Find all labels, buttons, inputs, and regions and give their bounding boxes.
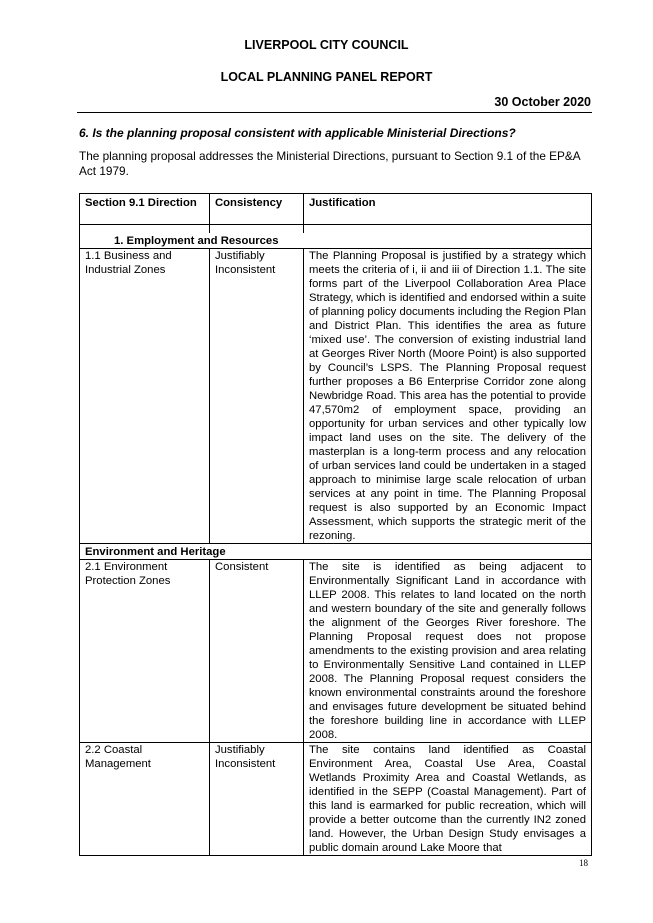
justification-cell: The Planning Proposal is justified by a strategy which meets the criteria of i, ii and iii of Direction 1.1. The site forms part of the Liverpool Collaboration Area Place Strategy, which is identified and endorsed within a suite of planning policy documents including the Region Plan and District Plan. This identifies the area as future ‘mixed use’. The conversion of existing industrial land at Georges River North (Moore Point) is also supported by Council’s LSPS. The Planning Proposal request further proposes a B6 Enterprise Corridor zone along Newbridge Road. This area has the potential to provide 47,570m2 of employment space, providing an opportunity for urban services and other typically low impact land uses on the site. The delivery of the masterplan is a long-term process and any relocation of urban services land could be undertaken in a staged approach to minimise large scale relocation of urban services at any point in time. The Planning Proposal request is also supported by an Economic Impact Assessment, which supports the strategic merit of the rezoning. [304, 249, 592, 544]
justification-cell: The site is identified as being adjacent to Environmentally Significant Land in accordance with LLEP 2008. This relates to land located on the north and western boundary of the site and generally follows the alignment of the Georges River foreshore. The Planning Proposal request does not propose amendments to the existing provision and area relating to Environmentally Sensitive Land contained in LLEP 2008. The Planning Proposal request considers the known environmental constraints around the foreshore and envisages future development be situated behind the foreshore building line in accordance with LLEP 2008. [304, 560, 592, 743]
direction-cell: 2.1 Environment Protection Zones [80, 560, 210, 743]
direction-cell: 2.2 Coastal Management [80, 743, 210, 856]
page-number: 18 [579, 858, 588, 868]
consistency-cell: Consistent [210, 560, 304, 743]
directions-table [79, 193, 592, 856]
section-row [80, 544, 592, 560]
header-divider [77, 112, 592, 113]
direction-cell: 1.1 Business and Industrial Zones [80, 249, 210, 544]
report-title: LOCAL PLANNING PANEL REPORT [220, 70, 433, 84]
report-date: 30 October 2020 [494, 95, 591, 109]
table-header-row [80, 194, 592, 225]
column-header-direction: Section 9.1 Direction [80, 194, 210, 225]
table-row [80, 743, 592, 856]
spacer-row [80, 225, 592, 234]
justification-cell: The site contains land identified as Coastal Environment Area, Coastal Use Area, Coastal Wetlands Proximity Area and Coastal Wetlands, as identified in the SEPP (Coastal Management). Part of this land is earmarked for public recreation, which will provide a better outcome than the currently IN2 zoned land. However, the Urban Design Study envisages a public domain around Lake Moore that [304, 743, 592, 856]
section-row [80, 233, 592, 249]
table-row [80, 560, 592, 743]
section-title-employment: 1. Employment and Resources [80, 233, 592, 249]
section-title-environment: Environment and Heritage [80, 544, 592, 560]
consistency-cell: Justifiably Inconsistent [210, 743, 304, 856]
question-heading: 6. Is the planning proposal consistent with applicable Ministerial Directions? [79, 126, 516, 140]
column-header-justification: Justification [304, 194, 592, 225]
consistency-cell: Justifiably Inconsistent [210, 249, 304, 544]
column-header-consistency: Consistency [210, 194, 304, 225]
table-row [80, 249, 592, 544]
council-title: LIVERPOOL CITY COUNCIL [244, 38, 409, 52]
intro-paragraph: The planning proposal addresses the Ministerial Directions, pursuant to Section 9.1 of the EP&A Act 1979. [79, 149, 580, 178]
